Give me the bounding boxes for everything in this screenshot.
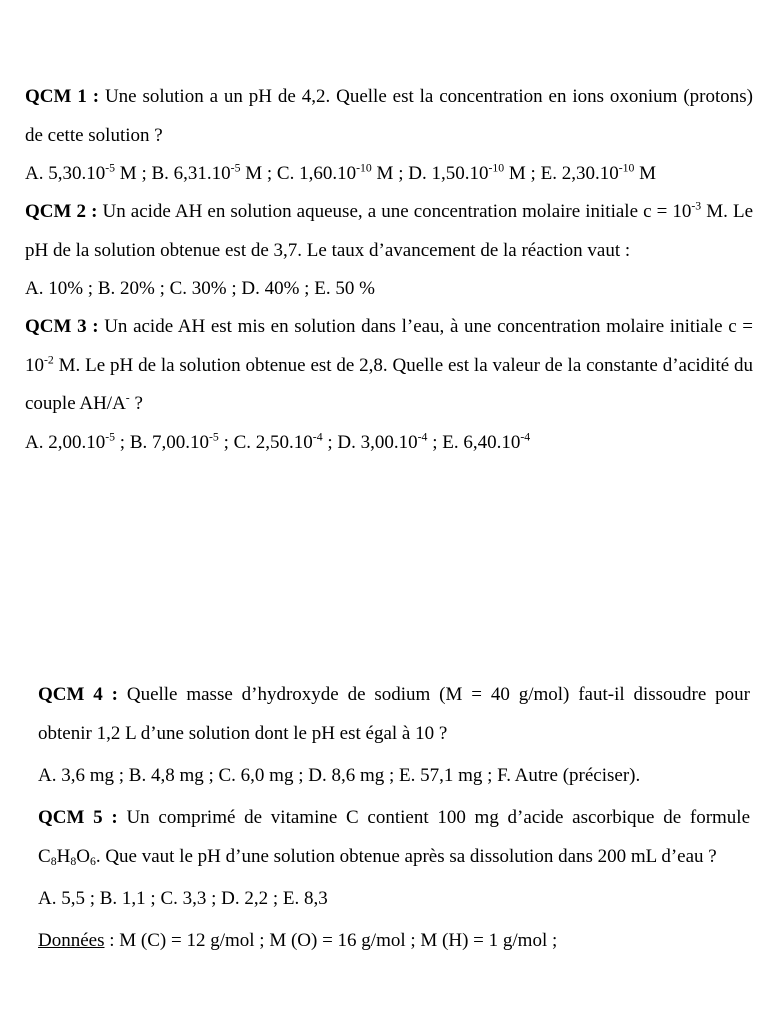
qcm-3-answer-c: C. $2,50.10^{-4}$ ; bbox=[233, 430, 338, 453]
qcm-5-element-o: O bbox=[76, 845, 90, 867]
data-text: : M (C) = 12 g/mol ; M (O) = 16 g/mol ; M (H) = 1 g/mol ; bbox=[104, 930, 558, 951]
qcm-4-question bbox=[38, 676, 750, 753]
qcm-5-question bbox=[38, 799, 750, 876]
qcm-4-label: QCM 4 : bbox=[38, 684, 118, 705]
qcm-3-text-a: Un acide AH est mis en solution dans l’eau, à une concentration molaire initiale c = 10 bbox=[25, 316, 754, 376]
qcm-5-label: QCM 5 : bbox=[38, 807, 118, 828]
qcm-1-answer-e: E. $2,30.10^{-10}$ M bbox=[540, 161, 657, 184]
qcm-1-text: Une solution a un pH de 4,2. Quelle est la concentration en ions oxonium (protons) de cette solution ? bbox=[25, 86, 754, 146]
qcm-5-answers: A. 5,5 ; B. 1,1 ; C. 3,3 ; D. 2,2 ; E. 8,3 bbox=[38, 888, 328, 909]
qcm-1-answer-a: A. $5,30.10^{-5}$ M ; bbox=[25, 161, 152, 184]
qcm-4-answers: A. 3,6 mg ; B. 4,8 mg ; C. 6,0 mg ; D. 8,6 mg ; E. 57,1 mg ; F. Autre (préciser). bbox=[38, 765, 641, 786]
qcm-2-exponent: -3 bbox=[691, 199, 702, 213]
qcm-2-label: QCM 2 : bbox=[25, 201, 98, 222]
qcm-1-answers bbox=[25, 155, 753, 193]
qcm-1-answer-c: C. $1,60.10^{-10}$ M ; bbox=[276, 161, 409, 184]
qcm-block-2 bbox=[38, 676, 750, 964]
data-line bbox=[38, 922, 750, 960]
qcm-5-element-h: H bbox=[56, 845, 71, 867]
qcm-3-answer-d: D. $3,00.10^{-4}$ ; bbox=[337, 430, 443, 453]
qcm-3-question bbox=[25, 308, 753, 424]
qcm-1-answer-d: D. $1,50.10^{-10}$ M ; bbox=[408, 161, 541, 184]
qcm-2-text-b: M. Le pH de la solution obtenue est de 3,7. Le taux d’avancement de la réaction vaut : bbox=[25, 201, 754, 261]
qcm-5-text-b: . Que vaut le pH d’une solution obtenue après sa dissolution dans 200 mL d’eau ? bbox=[95, 845, 717, 867]
qcm-5-sub-o: 6 bbox=[89, 854, 96, 868]
qcm-3-charge: - bbox=[125, 391, 130, 405]
qcm-2-answers: A. 10% ; B. 20% ; C. 30% ; D. 40% ; E. 50 % bbox=[25, 278, 375, 299]
data-label: Données bbox=[38, 930, 105, 951]
qcm-3-answer-e: E. $6,40.10^{-4}$ bbox=[442, 430, 531, 453]
qcm-3-answers bbox=[25, 424, 753, 462]
qcm-3-answer-a: A. $2,00.10^{-5}$ ; bbox=[25, 430, 130, 453]
qcm-3-text-b: M. Le pH de la solution obtenue est de 2,8. Quelle est la valeur de la constante d’acidité du couple AH/A bbox=[25, 354, 753, 414]
qcm-1-label: QCM 1 : bbox=[25, 86, 100, 107]
qcm-4-text: Quelle masse d’hydroxyde de sodium (M = 40 g/mol) faut-il dissoudre pour obtenir 1,2 L d’une solution dont le pH est égal à 10 ? bbox=[38, 684, 751, 744]
qcm-1-question bbox=[25, 78, 753, 155]
qcm-2-question bbox=[25, 193, 753, 270]
qcm-1-answer-b: B. $6,31.10^{-5}$ M ; bbox=[151, 161, 277, 184]
qcm-2-text-a: Un acide AH en solution aqueuse, a une concentration molaire initiale c = 10 bbox=[102, 201, 692, 222]
qcm-3-exponent: -2 bbox=[44, 353, 54, 367]
qcm-3-answer-b: B. $7,00.10^{-5}$ ; bbox=[129, 430, 234, 453]
qcm-block-1 bbox=[25, 78, 753, 462]
qcm-5-text-a: Un comprimé de vitamine C contient 100 mg d’acide ascorbique de formule C bbox=[38, 807, 751, 867]
qcm-3-text-c: ? bbox=[129, 393, 143, 414]
qcm-5-sub-c: 8 bbox=[50, 854, 57, 868]
qcm-5-sub-h: 8 bbox=[70, 854, 77, 868]
qcm-3-label: QCM 3 : bbox=[25, 316, 99, 337]
